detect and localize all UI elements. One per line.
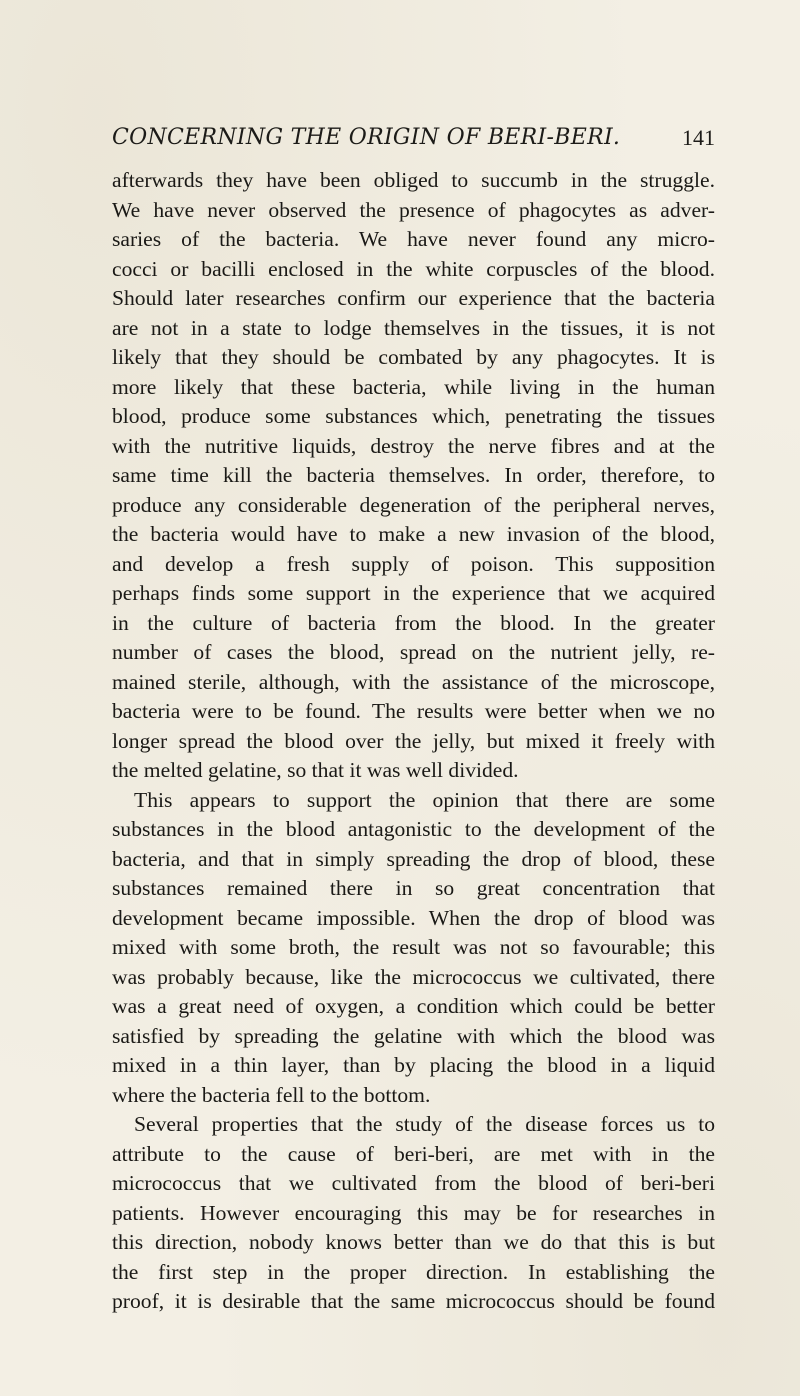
text-line: more likely that these bacteria, while living in the human <box>112 374 715 399</box>
text-line: attribute to the cause of beri-beri, are met with in the <box>112 1141 715 1166</box>
text-line: patients. However encouraging this may be for researches in <box>112 1200 715 1225</box>
text-line: perhaps finds some support in the experience that we acquired <box>112 581 715 605</box>
paragraph-start-line: This appears to support the opinion that there are some <box>134 787 715 812</box>
text-line: cocci or bacilli enclosed in the white corpuscles of the blood. <box>112 256 715 281</box>
text-line: this direction, nobody knows better than we do that this is but <box>112 1230 715 1254</box>
running-title: CONCERNING THE ORIGIN OF BERI-BERI. <box>112 125 621 150</box>
text-line: was probably because, like the micrococcus we cultivated, there <box>112 964 715 989</box>
text-line: Should later researches confirm our experience that the bacteria <box>112 286 715 310</box>
text-line: number of cases the blood, spread on the nutrient jelly, re- <box>112 640 715 664</box>
text-line: We have never observed the presence of phagocytes as adver- <box>112 197 715 222</box>
text-line: the first step in the proper direction. In establishing the <box>112 1259 715 1284</box>
text-line: mixed in a thin layer, than by placing the blood in a liquid <box>112 1053 715 1077</box>
text-line: proof, it is desirable that the same micrococcus should be found <box>112 1289 715 1313</box>
text-line: with the nutritive liquids, destroy the nerve fibres and at the <box>112 433 715 458</box>
body-text <box>112 166 715 1317</box>
text-line: saries of the bacteria. We have never found any micro- <box>112 227 715 251</box>
text-line: blood, produce some substances which, penetrating the tissues <box>112 404 715 428</box>
paragraph-end-line: where the bacteria fell to the bottom. <box>112 1082 431 1107</box>
text-line: are not in a state to lodge themselves in the tissues, it is not <box>112 315 715 340</box>
page-number: 141 <box>682 125 715 150</box>
text-line: produce any considerable degeneration of the peripheral nerves, <box>112 492 715 517</box>
text-line: bacteria were to be found. The results were better when we no <box>112 699 715 723</box>
text-line: longer spread the blood over the jelly, but mixed it freely with <box>112 728 715 753</box>
text-line: in the culture of bacteria from the blood. In the greater <box>112 610 715 635</box>
text-line: was a great need of oxygen, a condition which could be better <box>112 994 715 1018</box>
text-line: development became impossible. When the drop of blood was <box>112 905 715 930</box>
paragraph-start-line: Several properties that the study of the disease forces us to <box>134 1112 715 1136</box>
text-line: bacteria, and that in simply spreading the drop of blood, these <box>112 846 715 871</box>
text-line: the bacteria would have to make a new invasion of the blood, <box>112 522 715 546</box>
text-line: micrococcus that we cultivated from the blood of beri-beri <box>112 1171 715 1195</box>
text-line: substances in the blood antagonistic to the development of the <box>112 817 715 841</box>
text-line: and develop a fresh supply of poison. This supposition <box>112 551 715 576</box>
text-line: satisfied by spreading the gelatine with which the blood was <box>112 1023 715 1048</box>
paragraph-end-line: the melted gelatine, so that it was well divided. <box>112 758 519 782</box>
text-line: same time kill the bacteria themselves. In order, therefore, to <box>112 463 715 487</box>
text-line: likely that they should be combated by any phagocytes. It is <box>112 345 715 369</box>
text-line: mixed with some broth, the result was not so favourable; this <box>112 935 715 959</box>
running-head <box>112 123 715 153</box>
text-line: afterwards they have been obliged to succumb in the struggle. <box>112 168 715 192</box>
text-line: substances remained there in so great concentration that <box>112 876 715 900</box>
text-line: mained sterile, although, with the assistance of the microscope, <box>112 669 715 694</box>
